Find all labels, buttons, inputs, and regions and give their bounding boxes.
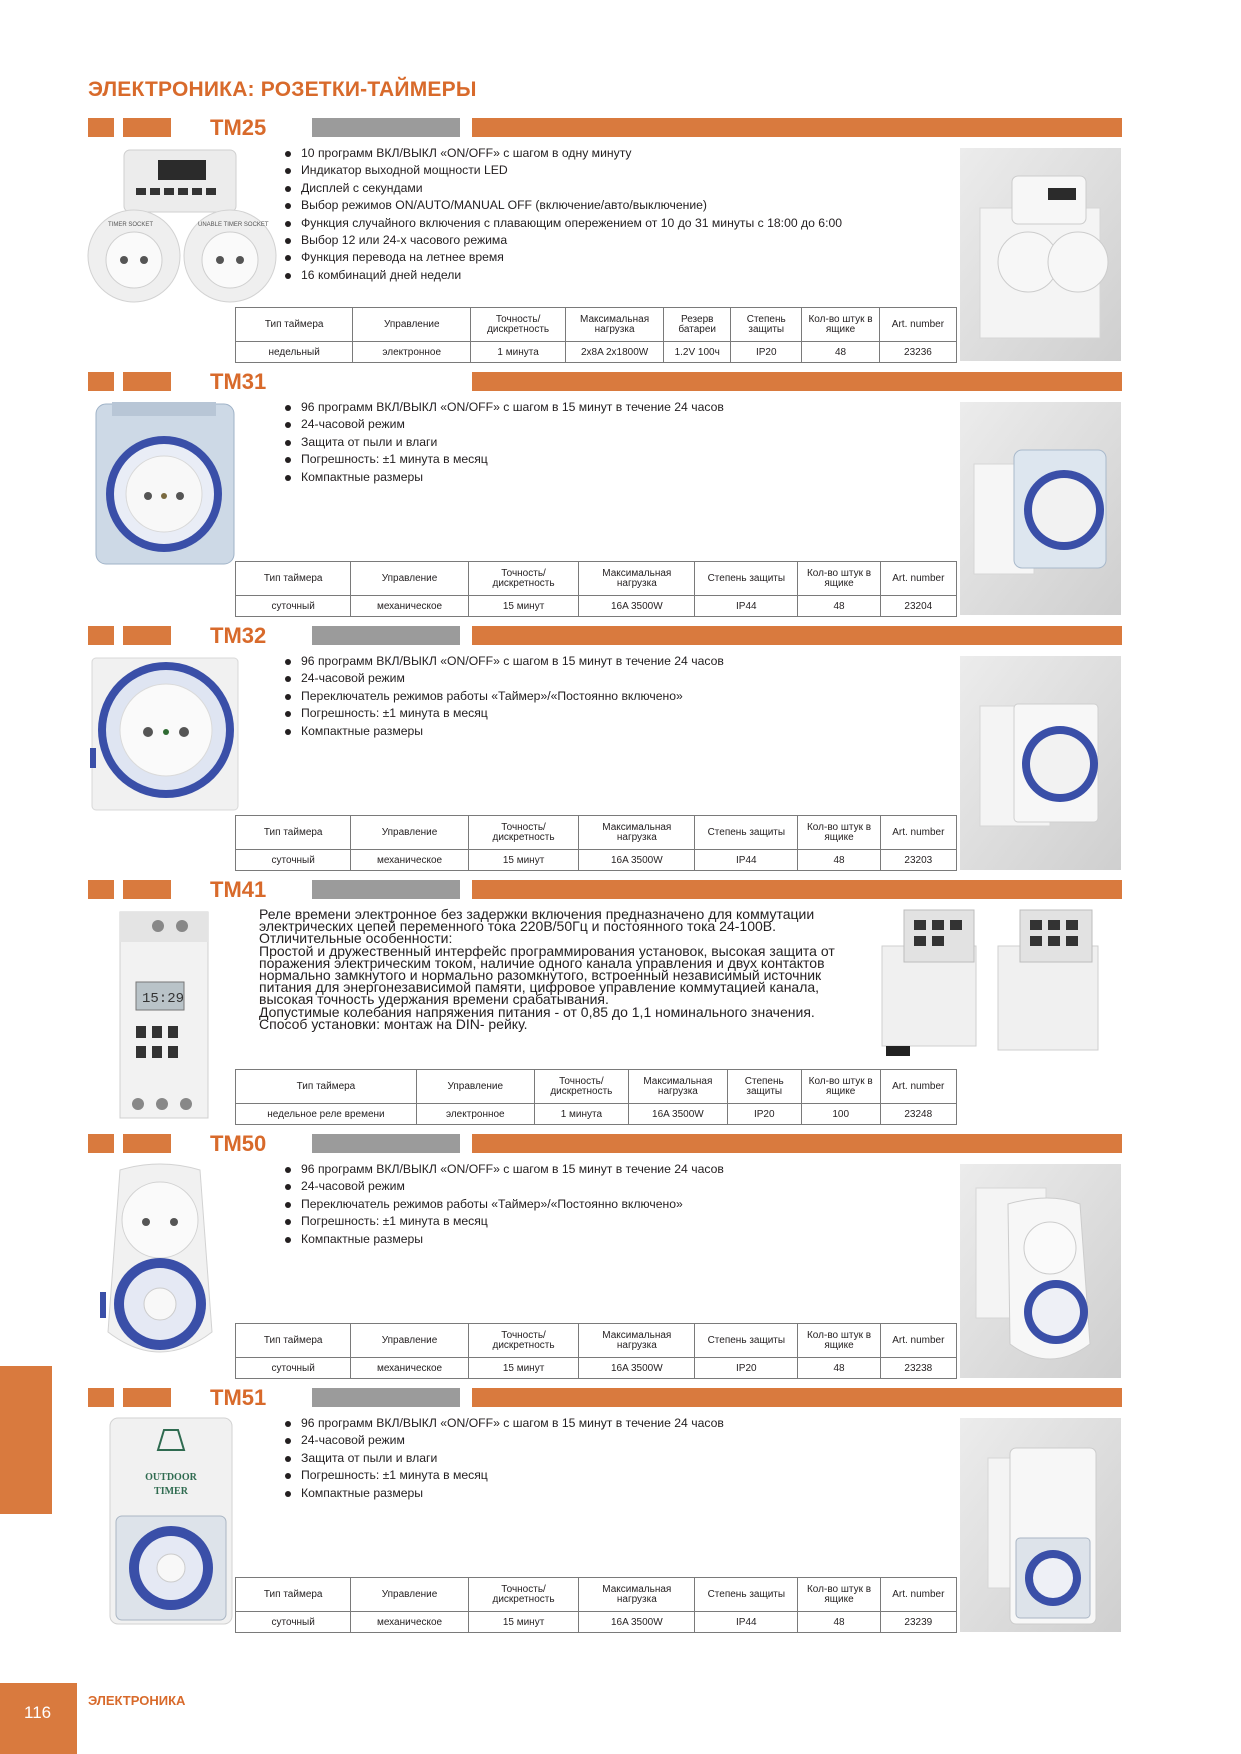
table-cell: электронное bbox=[416, 1104, 534, 1125]
table-cell: механическое bbox=[351, 1358, 468, 1379]
footer-section-label: ЭЛЕКТРОНИКА bbox=[88, 1693, 186, 1708]
table-header: Управление bbox=[351, 816, 468, 850]
feature-item: Дисплей с секундами bbox=[283, 180, 842, 197]
feature-item: 24-часовой режим bbox=[283, 416, 724, 433]
table-cell: IP44 bbox=[695, 850, 798, 871]
table-header: Резерв батареи bbox=[664, 308, 731, 342]
feature-item: Выбор режимов ON/AUTO/MANUAL OFF (включение/авто/выключение) bbox=[283, 197, 842, 214]
feature-item: Переключатель режимов работы «Таймер»/«Постоянно включено» bbox=[283, 1196, 724, 1213]
product-image-tm25 bbox=[86, 148, 278, 306]
feature-item: 96 программ ВКЛ/ВЫКЛ «ON/OFF» с шагом в 15 минут в течение 24 часов bbox=[283, 1415, 724, 1432]
spec-table bbox=[235, 561, 957, 617]
table-cell: 15 минут bbox=[468, 596, 579, 617]
header-bar-long bbox=[472, 1134, 1122, 1153]
feature-list bbox=[283, 1415, 724, 1502]
table-header: Тип таймера bbox=[236, 308, 353, 342]
table-header: Степень защиты bbox=[731, 308, 802, 342]
description-line: Реле времени электронное без задержки включения предназначено для коммутации bbox=[259, 906, 815, 922]
feature-item: Погрешность: ±1 минута в месяц bbox=[283, 705, 724, 722]
spec-table bbox=[235, 1577, 957, 1633]
product-description bbox=[259, 908, 835, 1030]
table-cell: 48 bbox=[798, 850, 880, 871]
feature-item: 10 программ ВКЛ/ВЫКЛ «ON/OFF» с шагом в одну минуту bbox=[283, 145, 842, 162]
image-label: UNABLE TIMER SOCKET bbox=[198, 222, 269, 228]
table-header: Кол-во штук в ящике bbox=[798, 816, 880, 850]
header-bar-grey bbox=[312, 1388, 460, 1407]
feature-item: Компактные размеры bbox=[283, 1231, 724, 1248]
table-header: Управление bbox=[351, 1578, 468, 1612]
table-cell: 23236 bbox=[879, 342, 956, 363]
table-cell: 23248 bbox=[880, 1104, 956, 1125]
table-header: Управление bbox=[351, 1324, 468, 1358]
installed-photo-tm50 bbox=[960, 1164, 1121, 1378]
description-line: Допустимые колебания напряжения питания - от 0,85 до 1,1 номинального значения. bbox=[259, 1003, 815, 1020]
feature-item: Защита от пыли и влаги bbox=[283, 434, 724, 451]
table-header: Art. number bbox=[879, 308, 956, 342]
table-cell: 1.2V 100ч bbox=[664, 342, 731, 363]
feature-list bbox=[283, 399, 724, 486]
description-line: Способ установки: монтаж на DIN- рейку. bbox=[259, 1015, 528, 1032]
table-cell: 16A 3500W bbox=[579, 596, 695, 617]
header-bar-small bbox=[88, 626, 114, 645]
table-cell: IP20 bbox=[727, 1104, 801, 1125]
image-label: TIMER SOCKET bbox=[108, 222, 154, 228]
feature-list bbox=[283, 1161, 724, 1248]
table-cell: IP20 bbox=[731, 342, 802, 363]
description-line: Отличительные особенности: bbox=[259, 930, 453, 947]
table-header: Максимальная нагрузка bbox=[629, 1070, 728, 1104]
table-header: Art. number bbox=[880, 1070, 956, 1104]
table-cell: 23203 bbox=[880, 850, 956, 871]
description-line: поражения электрическим током, наличие одного канала управления и двух контактов bbox=[259, 954, 825, 971]
table-cell: механическое bbox=[351, 1612, 468, 1633]
spec-table bbox=[235, 1069, 957, 1125]
header-bar-medium bbox=[123, 118, 171, 137]
table-header: Управление bbox=[416, 1070, 534, 1104]
table-cell: суточный bbox=[236, 850, 351, 871]
model-title: TM41 bbox=[210, 877, 267, 902]
table-header: Art. number bbox=[880, 562, 956, 596]
table-cell: суточный bbox=[236, 1358, 351, 1379]
header-bar-grey bbox=[312, 626, 460, 645]
table-cell: 48 bbox=[798, 1358, 880, 1379]
header-bar-grey bbox=[312, 1134, 460, 1153]
table-header: Тип таймера bbox=[236, 1070, 417, 1104]
table-cell: IP20 bbox=[695, 1358, 798, 1379]
model-title: TM25 bbox=[210, 115, 267, 140]
table-cell: электронное bbox=[353, 342, 471, 363]
table-cell: 2x8A 2x1800W bbox=[566, 342, 664, 363]
feature-list bbox=[283, 653, 724, 740]
table-header: Максимальная нагрузка bbox=[579, 1578, 695, 1612]
header-bar-long bbox=[472, 372, 1122, 391]
table-header: Степень защиты bbox=[695, 1578, 798, 1612]
header-bar-medium bbox=[123, 372, 171, 391]
header-bar-long bbox=[472, 626, 1122, 645]
installed-photo-tm25 bbox=[960, 148, 1121, 361]
image-label: OUTDOOR bbox=[145, 1472, 197, 1483]
table-cell: IP44 bbox=[695, 1612, 798, 1633]
table-cell: 16A 3500W bbox=[579, 1358, 695, 1379]
header-bar-grey bbox=[312, 118, 460, 137]
product-image-tm50 bbox=[100, 1162, 220, 1368]
chapter-side-tab bbox=[0, 1366, 52, 1514]
feature-list bbox=[283, 145, 842, 284]
product-image-tm41 bbox=[118, 910, 210, 1120]
page-title: ЭЛЕКТРОНИКА: РОЗЕТКИ-ТАЙМЕРЫ bbox=[88, 78, 477, 101]
table-header: Максимальная нагрузка bbox=[566, 308, 664, 342]
table-header: Кол-во штук в ящике bbox=[802, 308, 880, 342]
product-image-tm32 bbox=[90, 656, 240, 812]
feature-item: Погрешность: ±1 минута в месяц bbox=[283, 451, 724, 468]
table-cell: недельный bbox=[236, 342, 353, 363]
table-header: Тип таймера bbox=[236, 562, 351, 596]
header-bar-small bbox=[88, 1388, 114, 1407]
table-cell: 16A 3500W bbox=[579, 1612, 695, 1633]
table-header: Максимальная нагрузка bbox=[579, 562, 695, 596]
header-bar-small bbox=[88, 880, 114, 899]
table-header: Точность/ дискретность bbox=[468, 562, 579, 596]
header-bar-small bbox=[88, 118, 114, 137]
table-header: Art. number bbox=[880, 1324, 956, 1358]
model-title: TM50 bbox=[210, 1131, 267, 1156]
header-bar-small bbox=[88, 1134, 114, 1153]
feature-item: 24-часовой режим bbox=[283, 1178, 724, 1195]
description-line: питания для энергонезависимой памяти, цифровое управление коммутацией канала, bbox=[259, 979, 820, 996]
feature-item: 16 комбинаций дней недели bbox=[283, 267, 842, 284]
description-line: нормально замкнутого и нормально разомкнутого, встроенный независимый источник bbox=[259, 967, 822, 984]
header-bar-medium bbox=[123, 626, 171, 645]
page-number: 116 bbox=[24, 1703, 52, 1722]
feature-item: Погрешность: ±1 минута в месяц bbox=[283, 1467, 724, 1484]
feature-item: Индикатор выходной мощности LED bbox=[283, 162, 842, 179]
installed-photo-tm32 bbox=[960, 656, 1121, 870]
table-header: Степень защиты bbox=[695, 562, 798, 596]
table-header: Art. number bbox=[880, 1578, 956, 1612]
image-label: TIMER bbox=[154, 1486, 188, 1497]
feature-item: Выбор 12 или 24-х часового режима bbox=[283, 232, 842, 249]
table-cell: 48 bbox=[798, 1612, 880, 1633]
table-header: Точность/ дискретность bbox=[468, 1324, 579, 1358]
table-header: Кол-во штук в ящике bbox=[801, 1070, 880, 1104]
table-header: Управление bbox=[351, 562, 468, 596]
table-cell: 15 минут bbox=[468, 1612, 579, 1633]
product-image-tm51 bbox=[106, 1416, 236, 1626]
table-cell: 23204 bbox=[880, 596, 956, 617]
table-header: Точность/ дискретность bbox=[534, 1070, 628, 1104]
table-header: Точность/ дискретность bbox=[468, 816, 579, 850]
feature-item: Компактные размеры bbox=[283, 469, 724, 486]
table-cell: механическое bbox=[351, 850, 468, 871]
feature-item: 24-часовой режим bbox=[283, 670, 724, 687]
header-bar-long bbox=[472, 880, 1122, 899]
feature-item: Защита от пыли и влаги bbox=[283, 1450, 724, 1467]
description-line: высокая точность удержания времени срабатывания. bbox=[259, 991, 609, 1008]
table-header: Точность/ дискретность bbox=[471, 308, 566, 342]
table-cell: 16A 3500W bbox=[579, 850, 695, 871]
table-header: Кол-во штук в ящике bbox=[798, 562, 880, 596]
table-header: Максимальная нагрузка bbox=[579, 816, 695, 850]
table-cell: 15 минут bbox=[468, 850, 579, 871]
spec-table bbox=[235, 1323, 957, 1379]
table-header: Точность/ дискретность bbox=[468, 1578, 579, 1612]
feature-item: Погрешность: ±1 минута в месяц bbox=[283, 1213, 724, 1230]
table-header: Art. number bbox=[880, 816, 956, 850]
header-bar-grey bbox=[312, 880, 460, 899]
table-cell: 1 минута bbox=[534, 1104, 628, 1125]
feature-item: 96 программ ВКЛ/ВЫКЛ «ON/OFF» с шагом в 15 минут в течение 24 часов bbox=[283, 653, 724, 670]
table-cell: 48 bbox=[802, 342, 880, 363]
table-cell: 48 bbox=[798, 596, 880, 617]
model-title: TM31 bbox=[210, 369, 267, 394]
table-header: Степень защиты bbox=[695, 816, 798, 850]
header-bar-long bbox=[472, 118, 1122, 137]
product-photo-tm41-pair bbox=[868, 906, 1118, 1060]
table-header: Степень защиты bbox=[695, 1324, 798, 1358]
table-header: Тип таймера bbox=[236, 1578, 351, 1612]
header-bar-medium bbox=[123, 1388, 171, 1407]
table-cell: 23238 bbox=[880, 1358, 956, 1379]
product-image-tm31 bbox=[92, 402, 238, 568]
table-header: Тип таймера bbox=[236, 816, 351, 850]
feature-item: Компактные размеры bbox=[283, 1485, 724, 1502]
display-readout: 15:29 bbox=[142, 991, 185, 1007]
header-bar-medium bbox=[123, 1134, 171, 1153]
header-bar-medium bbox=[123, 880, 171, 899]
feature-item: Функция случайного включения с плавающим опережением от 10 до 31 минуты с 18:00 до 6:00 bbox=[283, 215, 842, 232]
model-title: TM32 bbox=[210, 623, 267, 648]
feature-item: Переключатель режимов работы «Таймер»/«Постоянно включено» bbox=[283, 688, 724, 705]
description-line: Простой и дружественный интерфейс программирования установок, высокая защита от bbox=[259, 942, 835, 959]
table-header: Управление bbox=[353, 308, 471, 342]
table-cell: суточный bbox=[236, 596, 351, 617]
header-bar-long bbox=[472, 1388, 1122, 1407]
table-header: Тип таймера bbox=[236, 1324, 351, 1358]
spec-table bbox=[235, 815, 957, 871]
table-cell: 16A 3500W bbox=[629, 1104, 728, 1125]
table-cell: механическое bbox=[351, 596, 468, 617]
installed-photo-tm51 bbox=[960, 1418, 1121, 1632]
table-cell: 15 минут bbox=[468, 1358, 579, 1379]
table-header: Кол-во штук в ящике bbox=[798, 1578, 880, 1612]
feature-item: 24-часовой режим bbox=[283, 1432, 724, 1449]
feature-item: Компактные размеры bbox=[283, 723, 724, 740]
table-header: Степень защиты bbox=[727, 1070, 801, 1104]
table-cell: IP44 bbox=[695, 596, 798, 617]
header-bar-small bbox=[88, 372, 114, 391]
table-header: Кол-во штук в ящике bbox=[798, 1324, 880, 1358]
table-cell: суточный bbox=[236, 1612, 351, 1633]
table-header: Максимальная нагрузка bbox=[579, 1324, 695, 1358]
feature-item: Функция перевода на летнее время bbox=[283, 249, 842, 266]
model-title: TM51 bbox=[210, 1385, 267, 1410]
description-line: электрических цепей переменного тока 220В/50Гц и постоянного тока 24-100В. bbox=[259, 918, 776, 935]
table-cell: 1 минута bbox=[471, 342, 566, 363]
installed-photo-tm31 bbox=[960, 402, 1121, 615]
spec-table bbox=[235, 307, 957, 363]
feature-item: 96 программ ВКЛ/ВЫКЛ «ON/OFF» с шагом в 15 минут в течение 24 часов bbox=[283, 399, 724, 416]
table-cell: недельное реле времени bbox=[236, 1104, 417, 1125]
feature-item: 96 программ ВКЛ/ВЫКЛ «ON/OFF» с шагом в 15 минут в течение 24 часов bbox=[283, 1161, 724, 1178]
table-cell: 23239 bbox=[880, 1612, 956, 1633]
table-cell: 100 bbox=[801, 1104, 880, 1125]
